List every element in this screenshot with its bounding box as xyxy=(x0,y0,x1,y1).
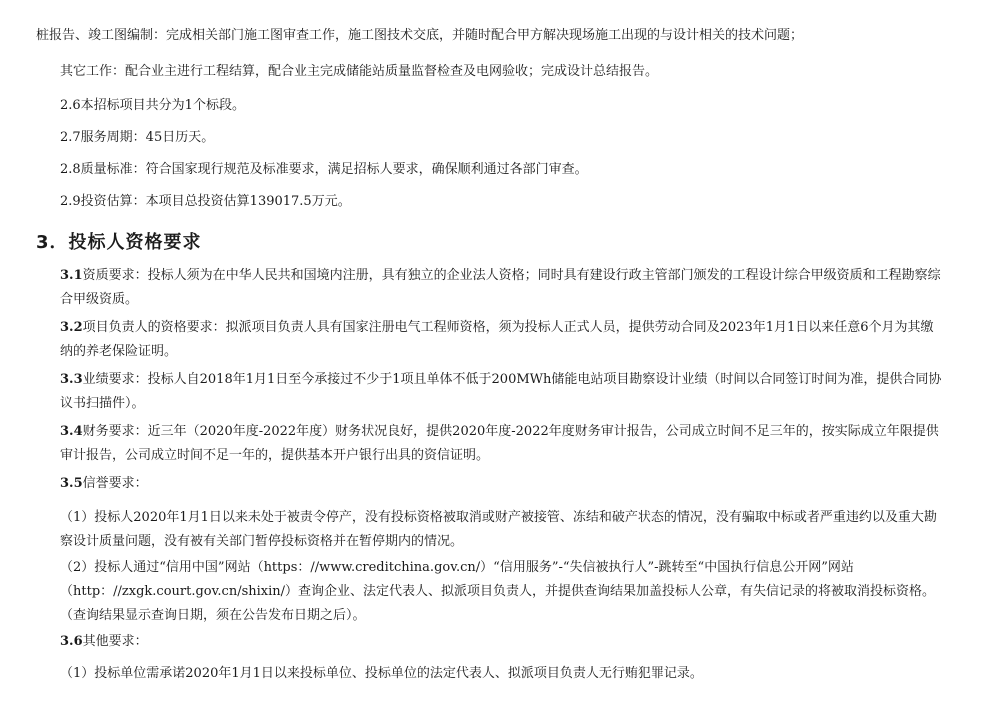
requirement-3-1 xyxy=(60,264,944,312)
requirement-3-2 xyxy=(60,316,944,364)
requirement-3-5-1: （1）投标人2020年1月1日以来未处于被责令停产，没有投标资格被取消或财产被接管、冻结和破产状态的情况，没有骗取中标或者严重违约以及重大勘察设计质量问题，没有被有关部门暂停投标资格并在暂停期内的情况。 xyxy=(60,510,937,549)
item-number: 3.4 xyxy=(60,424,83,439)
item-text: 财务要求：近三年（2020年度-2022年度）财务状况良好，提供2020年度-2022年度财务审计报告，公司成立时间不足三年的，按实际成立年限提供审计报告，公司成立时间不足一年的，提供基本开户银行出具的资信证明。 xyxy=(60,424,939,463)
section-title: 3．投标人资格要求 xyxy=(36,232,202,253)
item-number: 3.1 xyxy=(60,268,83,283)
item-number: 3.5 xyxy=(60,476,83,491)
item-text: 资质要求：投标人须为在中华人民共和国境内注册，具有独立的企业法人资格；同时具有建设行政主管部门颁发的工程设计综合甲级资质和工程勘察综合甲级资质。 xyxy=(60,268,941,307)
requirement-3-6-1: （1）投标单位需承诺2020年1月1日以来投标单位、投标单位的法定代表人、拟派项目负责人无行贿犯罪记录。 xyxy=(60,666,703,681)
requirement-3-4 xyxy=(60,420,944,468)
paragraph-2-7: 2.7服务周期：45日历天。 xyxy=(60,130,215,145)
paragraph-other-work: 其它工作：配合业主进行工程结算，配合业主完成储能站质量监督检查及电网验收；完成设计总结报告。 xyxy=(60,64,659,79)
item-number: 3.2 xyxy=(60,320,83,335)
requirement-3-6 xyxy=(60,630,944,654)
paragraph-2-8: 2.8质量标准：符合国家现行规范及标准要求，满足招标人要求，确保顺利通过各部门审查。 xyxy=(60,162,588,177)
item-text: 项目负责人的资格要求：拟派项目负责人具有国家注册电气工程师资格，须为投标人正式人员，提供劳动合同及2023年1月1日以来任意6个月为其缴纳的养老保险证明。 xyxy=(60,320,934,359)
requirement-3-5 xyxy=(60,472,944,496)
paragraph-2-9: 2.9投资估算：本项目总投资估算139017.5万元。 xyxy=(60,194,351,209)
paragraph-design-tasks: 桩报告、竣工图编制：完成相关部门施工图审查工作，施工图技术交底，并随时配合甲方解决现场施工出现的与设计相关的技术问题； xyxy=(36,28,804,43)
item-text: 业绩要求：投标人自2018年1月1日至今承接过不少于1项且单体不低于200MWh储能电站项目勘察设计业绩（时间以合同签订时间为准，提供合同协议书扫描件）。 xyxy=(60,372,942,411)
item-number: 3.6 xyxy=(60,634,83,649)
requirement-3-3 xyxy=(60,368,944,416)
item-text: 信誉要求： xyxy=(82,476,148,491)
paragraph-2-6: 2.6本招标项目共分为1个标段。 xyxy=(60,98,245,113)
item-number: 3.3 xyxy=(60,372,83,387)
item-text: 其他要求： xyxy=(82,634,148,649)
requirement-3-5-2: （2）投标人通过“信用中国”网站（https：//www.creditchina.gov.cn/）“信用服务”-“失信被执行人”-跳转至“中国执行信息公开网”网站（http：//zxgk.court.gov.cn/shixin/）查询企业、法定代表人、拟派项目负责人，并提供查询结果加盖投标人公章，有失信记录的将被取消投标资格。（查询结果显示查询日期，须在公告发布日期之后）。 xyxy=(60,560,936,623)
